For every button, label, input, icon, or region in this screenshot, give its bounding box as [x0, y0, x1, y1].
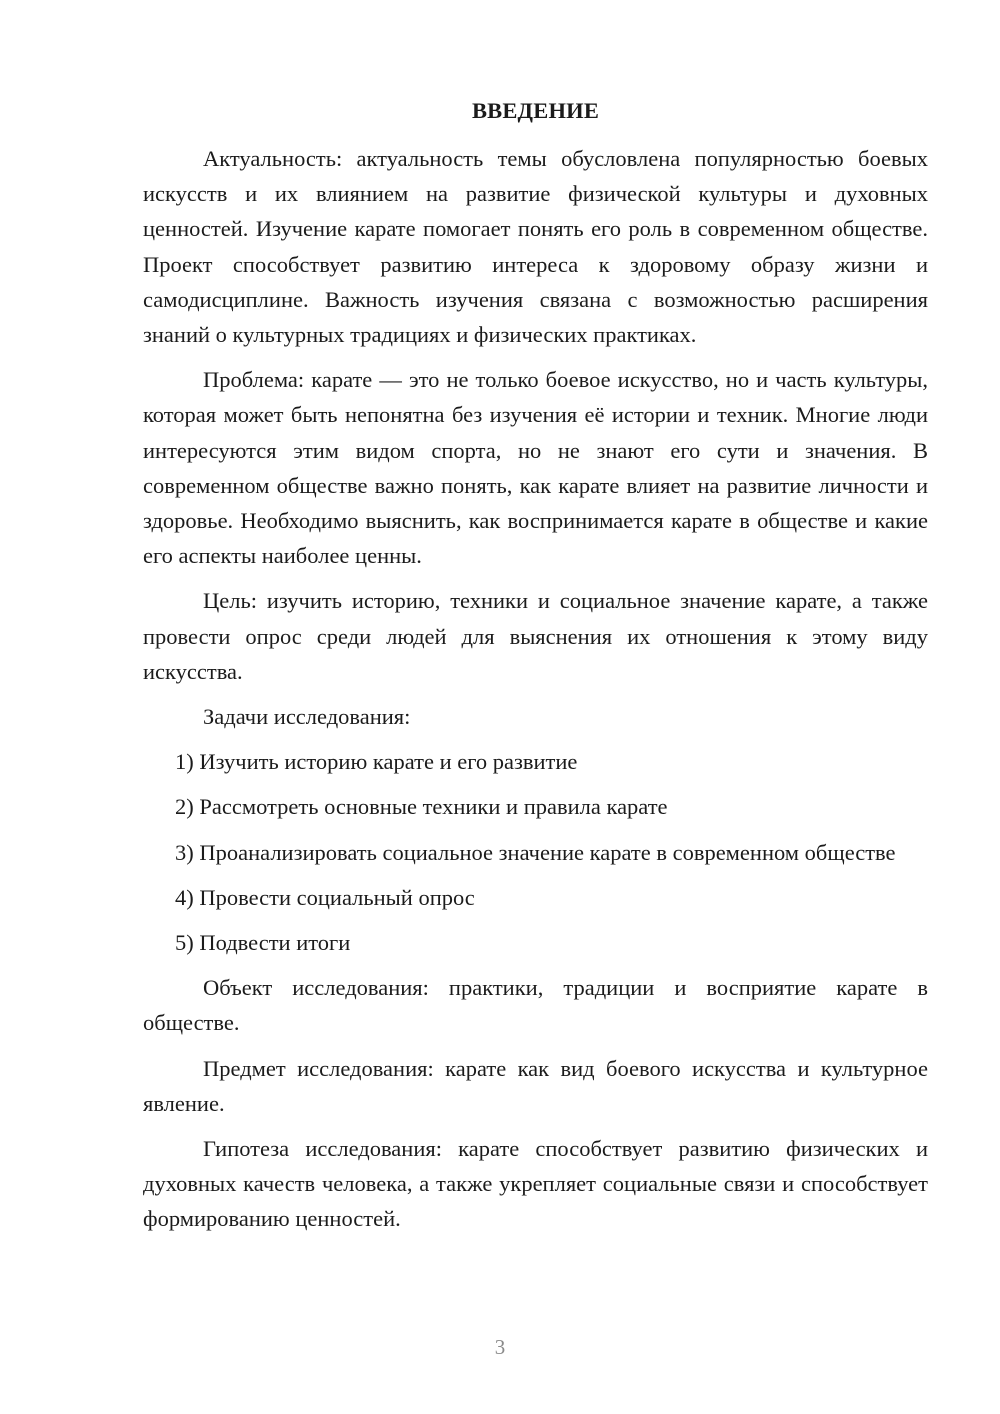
task-item-2: 2) Рассмотреть основные техники и правила карате: [175, 794, 668, 820]
tasks-list: [143, 744, 928, 960]
page-title: ВВЕДЕНИЕ: [471, 98, 600, 123]
research-object-paragraph: Объект исследования: практики, традиции и восприятие карате в обществе.: [143, 975, 928, 1036]
goal-paragraph: Цель: изучить историю, техники и социальное значение карате, а также провести опрос среди людей для выяснения их отношения к этому виду искусства.: [143, 588, 928, 684]
task-item-3: 3) Проанализировать социальное значение карате в современном обществе: [175, 839, 896, 865]
relevance-paragraph: Актуальность: актуальность темы обусловлена популярностью боевых искусств и их влиянием на развитие физической культуры и духовных ценностей. Изучение карате помогает понять его роль в современном обществе. Проект способствует развитию интереса к здоровому образу жизни и самодисциплине. Важность изучения связана с возможностью расширения знаний о культурных традициях и физических практиках.: [143, 146, 928, 348]
task-item-1: 1) Изучить историю карате и его развитие: [175, 749, 578, 775]
research-subject-paragraph: Предмет исследования: карате как вид боевого искусства и культурное явление.: [143, 1055, 928, 1116]
task-item-5: 5) Подвести итоги: [175, 930, 351, 956]
task-item-4: 4) Провести социальный опрос: [175, 884, 475, 910]
hypothesis-paragraph: Гипотеза исследования: карате способствует развитию физических и духовных качеств человека, а также укрепляет социальные связи и способствует формированию ценностей.: [143, 1136, 928, 1232]
tasks-heading: Задачи исследования:: [203, 704, 411, 730]
problem-paragraph: Проблема: карате — это не только боевое искусство, но и часть культуры, которая может быть непонятна без изучения её истории и техник. Многие люди интересуются этим видом спорта, но не знают его сути и значения. В современном обществе важно понять, как карате влияет на развитие личности и здоровье. Необходимо выяснить, как воспринимается карате в обществе и какие его аспекты наиболее ценны.: [143, 367, 928, 569]
page-number: 3: [494, 1335, 506, 1359]
page-content: [143, 95, 928, 1247]
